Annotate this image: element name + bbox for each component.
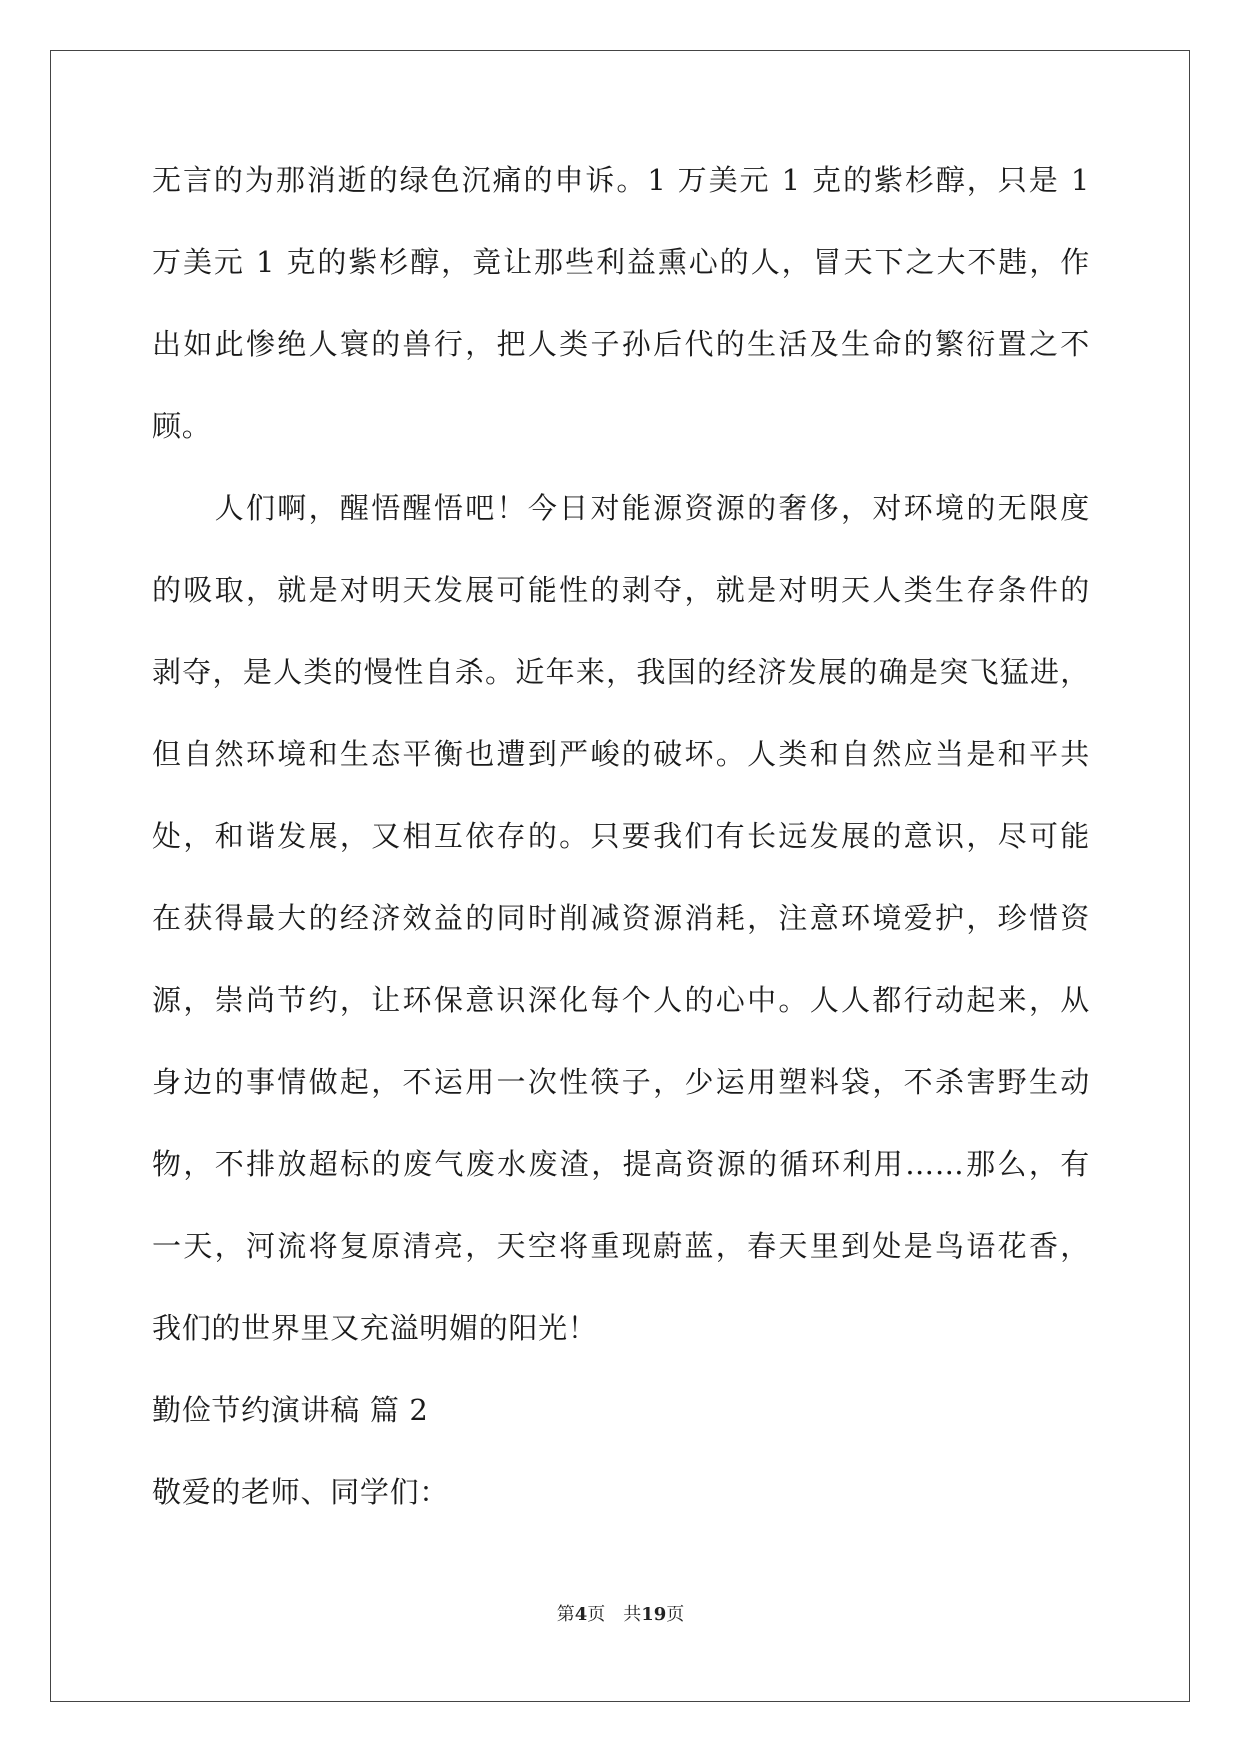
text-line-3: 出如此惨绝人寰的兽行，把人类子孙后代的生活及生命的繁衍置之不: [152, 327, 1090, 361]
text-line-8: 但自然环境和生态平衡也遭到严峻的破坏。人类和自然应当是和平共: [152, 737, 1090, 771]
text-line-1: 无言的为那消逝的绿色沉痛的申诉。1 万美元 1 克的紫杉醇，只是 1: [152, 163, 1090, 197]
total-prefix: 共: [623, 1604, 642, 1625]
document-body: [152, 164, 1090, 1558]
page-prefix: 第: [556, 1604, 575, 1625]
text-line-6: 的吸取，就是对明天发展可能性的剥夺，就是对明天人类生存条件的: [152, 573, 1090, 607]
text-line-4: 顾。: [152, 409, 212, 443]
current-page-number: 4: [574, 1604, 588, 1625]
text-line-13: 物，不排放超标的废气废水废渣，提高资源的循环利用……那么，有: [152, 1147, 1090, 1181]
text-line-11: 源，崇尚节约，让环保意识深化每个人的心中。人人都行动起来，从: [152, 983, 1090, 1017]
total-suffix: 页: [666, 1604, 685, 1625]
text-line-10: 在获得最大的经济效益的同时削减资源消耗，注意环境爱护，珍惜资: [152, 901, 1090, 935]
total-pages-number: 19: [641, 1604, 667, 1625]
text-line-12: 身边的事情做起，不运用一次性筷子，少运用塑料袋，不杀害野生动: [152, 1065, 1090, 1099]
salutation: 敬爱的老师、同学们：: [152, 1475, 450, 1509]
text-line-7: 剥夺，是人类的慢性自杀。近年来，我国的经济发展的确是突飞猛进，: [152, 655, 1090, 689]
page-suffix: 页: [587, 1604, 606, 1625]
text-line-9: 处，和谐发展，又相互依存的。只要我们有长远发展的意识，尽可能: [152, 819, 1090, 853]
text-line-5: 人们啊，醒悟醒悟吧！今日对能源资源的奢侈，对环境的无限度: [152, 491, 1090, 525]
text-line-2: 万美元 1 克的紫杉醇，竟让那些利益熏心的人，冒天下之大不韪，作: [152, 245, 1090, 279]
page-footer: [0, 1600, 1241, 1626]
text-line-14: 一天，河流将复原清亮，天空将重现蔚蓝，春天里到处是鸟语花香，: [152, 1229, 1090, 1263]
section-heading: 勤俭节约演讲稿 篇 2: [152, 1393, 429, 1427]
text-line-15: 我们的世界里又充溢明媚的阳光！: [152, 1311, 598, 1345]
